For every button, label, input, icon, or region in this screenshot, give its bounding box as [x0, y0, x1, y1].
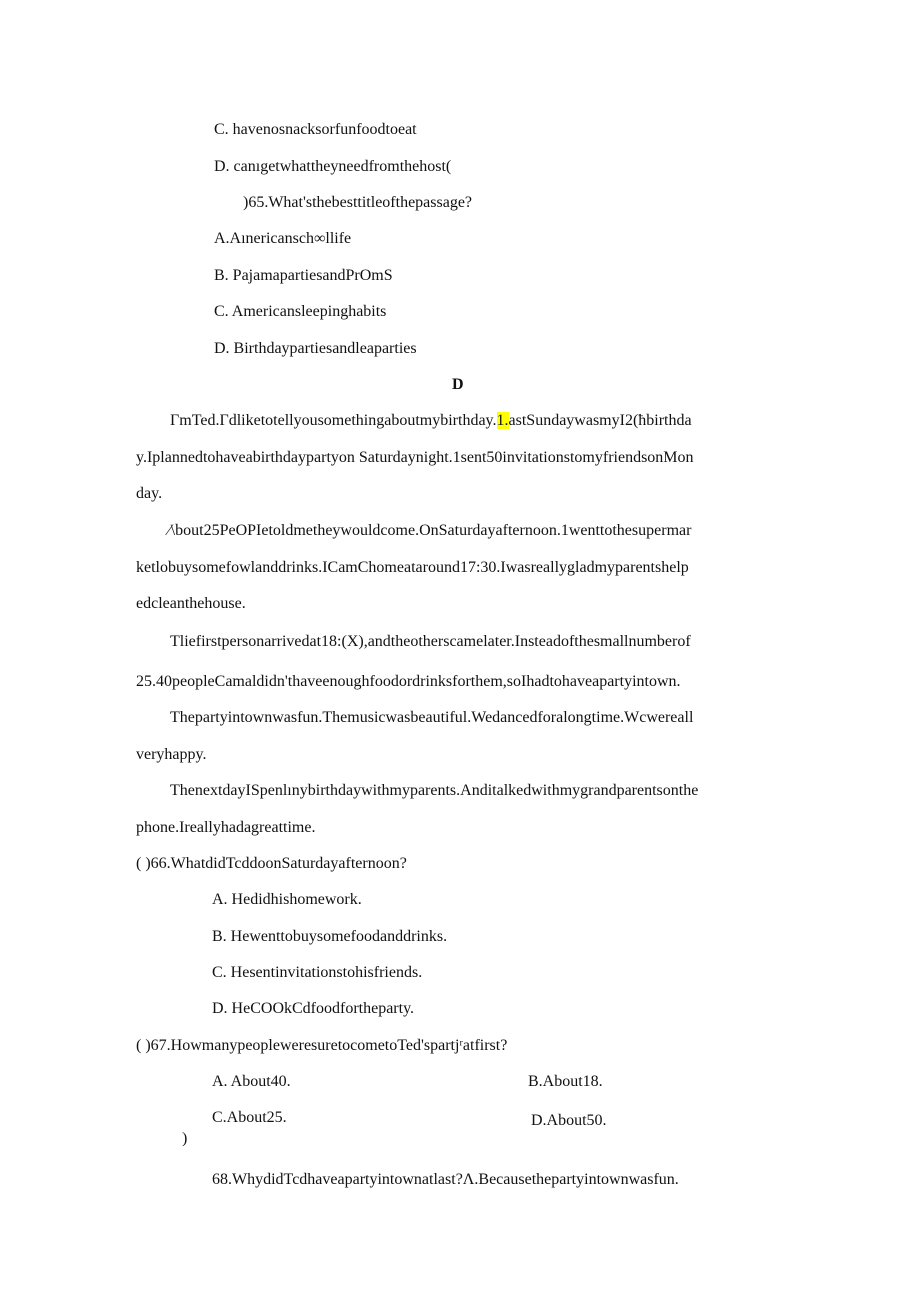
- passage-p1-line2: y.Iplannedtohaveabirthdaypartyon Saturdaynight.1sent50invitationstomyfriendsonMon: [136, 449, 694, 466]
- q64-option-c: C. havenosnacksorfunfoodtoeat: [214, 121, 417, 138]
- passage-p3-line2: 25.40peopleCamaldidn'thaveenoughfoodordrinksforthem,soIhadtohaveapartyintown.: [136, 673, 681, 690]
- passage-p1-line1: [170, 411, 692, 431]
- passage-p4-line1: Thepartyintownwasfun.Themusicwasbeautiful.Wedancedforalongtime.Wcwereall: [170, 709, 694, 726]
- q66-option-d: D. HeCOOkCdfoodfortheparty.: [212, 1000, 415, 1017]
- q66-option-b: B. Hewenttobuysomefoodanddrinks.: [212, 928, 448, 945]
- passage-text: astSundaywasmyI2(ħbirthda: [508, 412, 692, 429]
- passage-p5-line1: ThenextdayISpenlınybirthdaywithmyparents.Anditalkedwithmygrandparentsonthe: [170, 782, 699, 799]
- q65-option-c: C. Americansleepinghabits: [214, 303, 387, 320]
- q67-option-b: B.About18.: [528, 1073, 603, 1090]
- q67-stem: ( )67.HowmanypeopleweresuretocometoTed'spartjʳatfirst?: [136, 1037, 508, 1054]
- q66-stem: ( )66.WhatdidTcddoonSaturdayafternoon?: [136, 855, 407, 872]
- q66-option-c: C. Hesentinvitationstohisfriends.: [212, 964, 423, 981]
- passage-p5-line2: phone.Ireallyhadagreattime.: [136, 819, 316, 836]
- section-title: D: [452, 376, 464, 393]
- q68-stem: 68.WhydidTcdhaveapartyintownatlast?Λ.Becausethepartyintownwasfun.: [212, 1171, 679, 1188]
- q65-option-a: A.Aınericansch∞llife: [214, 230, 352, 247]
- passage-p2-line1: ∕\bout25PeOPIetoldmetheywouldcome.OnSaturdayafternoon.1wenttothesupermar: [168, 522, 692, 539]
- q66-option-a: A. Hedidhishomework.: [212, 891, 362, 908]
- q67-option-a: A. About40.: [212, 1073, 291, 1090]
- q64-option-d: D. canıgetwhattheyneedfromthehost(: [214, 158, 452, 175]
- passage-p1-line3: day.: [136, 485, 163, 502]
- highlighted-text: 1.: [496, 412, 509, 429]
- passage-p4-line2: veryhappy.: [136, 746, 207, 763]
- q65-option-d: D. Birthdaypartiesandleaparties: [214, 340, 417, 357]
- passage-p2-line2: ketlobuysomefowlanddrinks.ICamChomeataround17:30.Iwasreallygladmyparentshelp: [136, 559, 689, 576]
- passage-text: ΓmTed.Γdliketotellyousomethingaboutmybirthday.: [170, 412, 497, 429]
- q65-stem: )65.What'sthebesttitleofthepassage?: [243, 194, 473, 211]
- q67-option-d: D.About50.: [531, 1112, 607, 1129]
- q65-option-b: B. PajamapartiesandPrOmS: [214, 267, 393, 284]
- passage-p2-line3: edcleanthehouse.: [136, 595, 246, 612]
- q68-paren: ): [182, 1130, 188, 1147]
- passage-p3-line1: Tliefirstpersonarrivedat18:(X),andtheotherscamelater.Insteadofthesmallnumberof: [170, 633, 691, 650]
- q67-option-c: C.About25.: [212, 1109, 287, 1126]
